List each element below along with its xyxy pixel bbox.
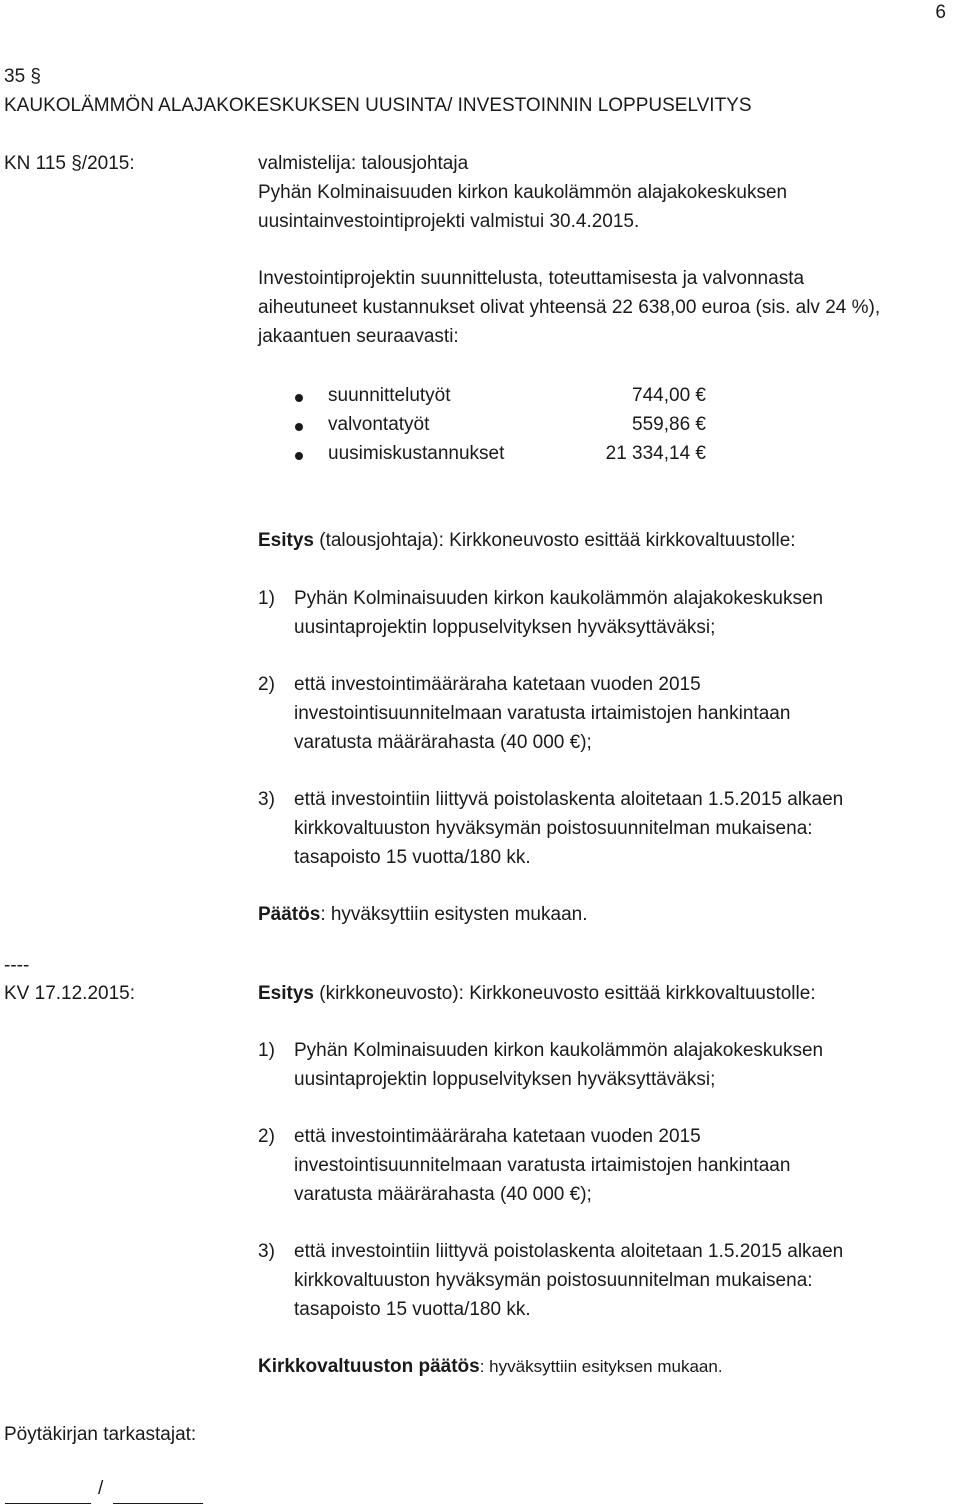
decision-text: : hyväksyttiin esitysten mukaan. (320, 904, 588, 925)
cost-item (0, 414, 960, 442)
kv-proposal-heading (258, 983, 816, 1005)
cost-label: valvontatyöt (328, 414, 430, 435)
cost-amount: 21 334,14 € (605, 443, 706, 464)
text-line: valmistelija: talousjohtaja (258, 153, 469, 174)
text-line: uusintaprojektin loppuselvityksen hyväksyttäväksi; (294, 1069, 716, 1090)
text-line: kirkkovaltuuston hyväksymän poistosuunnitelman mukaisena: (294, 818, 813, 839)
item-number: 1) (258, 588, 275, 609)
text-line: uusintainvestointiprojekti valmistui 30.4.2015. (258, 211, 640, 232)
decision-bold-label: Kirkkovaltuuston päätös (258, 1356, 480, 1377)
proposal-text: (talousjohtaja): Kirkkoneuvosto esittää kirkkovaltuustolle: (313, 530, 796, 551)
text-line: että investointiin liittyvä poistolaskenta aloitetaan 1.5.2015 alkaen (294, 1241, 844, 1262)
item-number: 1) (258, 1040, 275, 1061)
text-line: Pyhän Kolminaisuuden kirkon kaukolämmön alajakokeskuksen (294, 588, 824, 609)
cost-item (0, 385, 960, 413)
text-line: kirkkovaltuuston hyväksymän poistosuunnitelman mukaisena: (294, 1270, 813, 1291)
bullet-icon (295, 394, 303, 402)
separator: ---- (4, 955, 30, 976)
cost-label: uusimiskustannukset (328, 443, 505, 464)
cost-item (0, 443, 960, 471)
cost-amount: 744,00 € (632, 385, 706, 406)
page-number: 6 (935, 2, 946, 23)
text-line: tasapoisto 15 vuotta/180 kk. (294, 1299, 531, 1320)
minutes-checkers-label: Pöytäkirjan tarkastajat: (4, 1424, 197, 1445)
text-line: että investointiin liittyvä poistolaskenta aloitetaan 1.5.2015 alkaen (294, 789, 844, 810)
item-number: 3) (258, 789, 275, 810)
signature-slash: / (98, 1478, 104, 1499)
item-number: 3) (258, 1241, 275, 1262)
text-line: jakaantuen seuraavasti: (258, 326, 459, 347)
proposal-bold-label: Esitys (258, 983, 314, 1004)
kv-reference-label: KV 17.12.2015: (4, 983, 135, 1004)
text-line: tasapoisto 15 vuotta/180 kk. (294, 847, 531, 868)
text-line: Pyhän Kolminaisuuden kirkon kaukolämmön alajakokeskuksen (294, 1040, 824, 1061)
kn-reference-label: KN 115 §/2015: (4, 153, 135, 174)
item-number: 2) (258, 674, 275, 695)
text-line: investointisuunnitelmaan varatusta irtaimistojen hankintaan (294, 703, 791, 724)
kn-proposal-heading (258, 530, 796, 552)
text-line: että investointimääräraha katetaan vuoden 2015 (294, 1126, 701, 1147)
text-line: aiheutuneet kustannukset olivat yhteensä 22 638,00 euroa (sis. alv 24 %), (258, 297, 881, 318)
text-line: uusintaprojektin loppuselvityksen hyväksyttäväksi; (294, 617, 716, 638)
text-line: Investointiprojektin suunnittelusta, toteuttamisesta ja valvonnasta (258, 268, 805, 289)
text-line: varatusta määrärahasta (40 000 €); (294, 732, 592, 753)
section-number: 35 § (4, 66, 41, 87)
decision-bold-label: Päätös (258, 904, 321, 925)
section-heading: KAUKOLÄMMÖN ALAJAKOKESKUKSEN UUSINTA/ INVESTOINNIN LOPPUSELVITYS (4, 95, 752, 116)
text-line: investointisuunnitelmaan varatusta irtaimistojen hankintaan (294, 1155, 791, 1176)
signature-line-left (5, 1503, 91, 1504)
item-number: 2) (258, 1126, 275, 1147)
proposal-text: (kirkkoneuvosto): Kirkkoneuvosto esittää kirkkovaltuustolle: (313, 983, 816, 1004)
signature-line-right (113, 1503, 203, 1504)
text-line: Pyhän Kolminaisuuden kirkon kaukolämmön alajakokeskuksen (258, 182, 788, 203)
kn-decision (258, 904, 587, 926)
kv-decision (258, 1356, 723, 1378)
bullet-icon (295, 452, 303, 460)
text-line: että investointimääräraha katetaan vuoden 2015 (294, 674, 701, 695)
cost-amount: 559,86 € (632, 414, 706, 435)
proposal-bold-label: Esitys (258, 530, 314, 551)
bullet-icon (295, 423, 303, 431)
cost-label: suunnittelutyöt (328, 385, 451, 406)
decision-text: : hyväksyttiin esityksen mukaan. (479, 1357, 723, 1376)
text-line: varatusta määrärahasta (40 000 €); (294, 1184, 592, 1205)
